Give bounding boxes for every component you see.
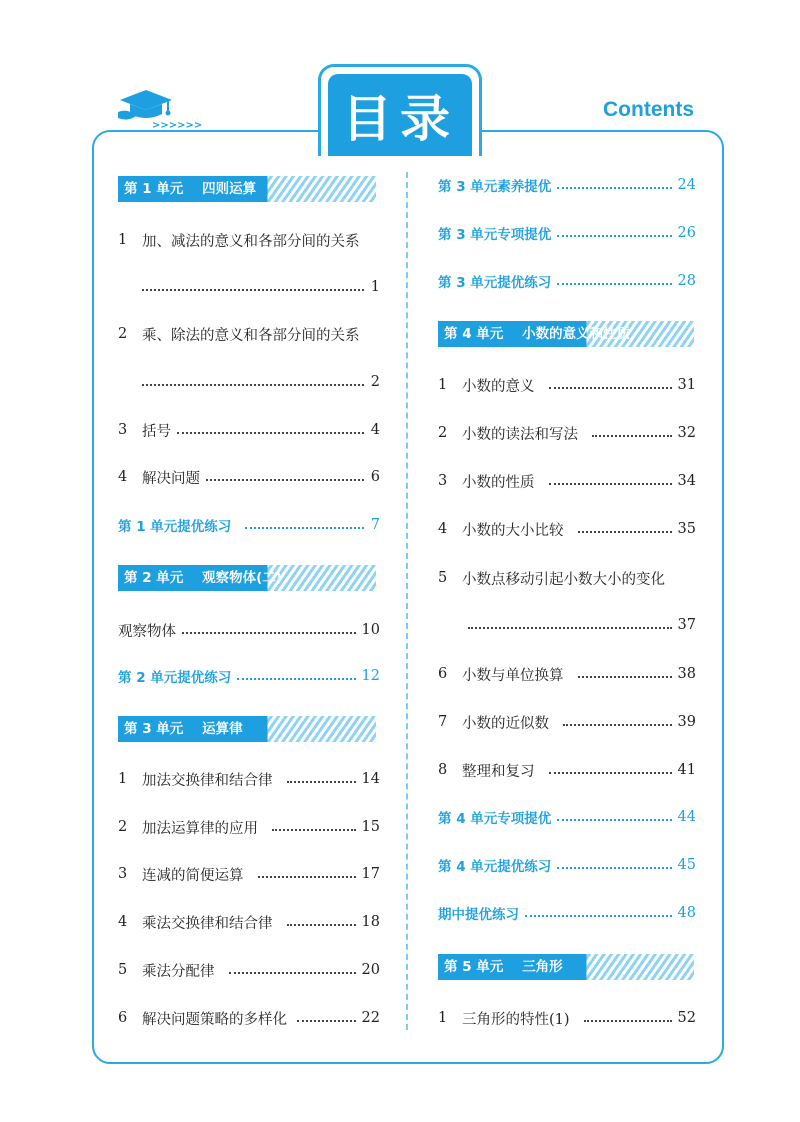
toc-entry-practice[interactable] <box>118 513 380 537</box>
entry-page: 37 <box>677 617 696 633</box>
entry-page: 6 <box>370 469 380 485</box>
toc-entry[interactable] <box>118 862 380 886</box>
unit-header-5[interactable] <box>438 954 694 980</box>
toc-entry[interactable] <box>438 758 696 782</box>
toc-entry[interactable] <box>118 322 380 346</box>
entry-title: 加法运算律的应用 <box>142 820 258 837</box>
entry-title: 第 4 单元专项提优 <box>438 811 552 827</box>
entry-page: 1 <box>370 279 380 295</box>
dot-leader <box>557 235 671 237</box>
dot-leader <box>272 829 356 831</box>
toc-entry[interactable] <box>438 1006 696 1030</box>
page-title: 目录 <box>342 90 458 148</box>
entry-page: 22 <box>361 1010 380 1026</box>
entry-number: 7 <box>438 714 448 730</box>
toc-entry[interactable] <box>118 228 380 252</box>
entry-page: 41 <box>677 762 696 778</box>
entry-page: 18 <box>361 914 380 930</box>
entry-number: 1 <box>118 232 128 248</box>
graduation-cap-icon <box>114 82 203 131</box>
entry-title: 加、减法的意义和各部分间的关系 <box>142 233 360 250</box>
entry-title: 第 4 单元提优练习 <box>438 859 552 875</box>
dot-leader <box>578 531 672 533</box>
entry-page: 4 <box>370 422 380 438</box>
toc-entry[interactable] <box>438 566 696 590</box>
entry-title: 整理和复习 <box>462 763 535 780</box>
entry-number: 4 <box>118 469 128 485</box>
entry-number: 1 <box>438 1010 448 1026</box>
toc-entry-special[interactable] <box>438 805 696 829</box>
unit-header-3[interactable] <box>118 716 376 742</box>
dot-leader <box>142 384 364 386</box>
toc-entry[interactable] <box>438 517 696 541</box>
entry-title: 乘法分配律 <box>142 963 215 980</box>
entry-title: 连减的简便运算 <box>142 867 244 884</box>
entry-page: 34 <box>677 473 696 489</box>
toc-entry-practice[interactable] <box>438 853 696 877</box>
unit-header-1[interactable] <box>118 176 376 202</box>
dot-leader <box>557 187 671 189</box>
entry-page: 24 <box>677 177 696 193</box>
entry-title: 三角形的特性(1) <box>462 1011 570 1028</box>
svg-text:>>>>>>: >>>>>> <box>152 120 203 131</box>
entry-number: 6 <box>118 1010 128 1026</box>
entry-title: 小数的意义 <box>462 378 535 395</box>
toc-entry[interactable] <box>118 958 380 982</box>
dot-leader <box>584 1020 672 1022</box>
entry-number: 2 <box>118 819 128 835</box>
unit-header-label: 第 5 单元 三角形 <box>444 959 563 975</box>
dot-leader <box>468 627 672 629</box>
entry-number: 1 <box>438 377 448 393</box>
toc-entry-midterm[interactable] <box>438 901 696 925</box>
entry-title: 小数的近似数 <box>462 715 549 732</box>
entry-page: 28 <box>677 273 696 289</box>
entry-title: 观察物体 <box>118 623 176 640</box>
entry-number: 8 <box>438 762 448 778</box>
entry-page: 17 <box>361 866 380 882</box>
unit-header-4[interactable] <box>438 321 694 347</box>
dot-leader <box>549 483 672 485</box>
dot-leader <box>557 283 671 285</box>
entry-title: 第 1 单元提优练习 <box>118 519 232 535</box>
entry-title: 乘、除法的意义和各部分间的关系 <box>142 327 360 344</box>
toc-entry[interactable] <box>118 815 380 839</box>
dot-leader <box>557 819 671 821</box>
unit-header-label: 第 3 单元 运算律 <box>124 721 243 737</box>
toc-entry[interactable] <box>438 469 696 493</box>
entry-title: 第 3 单元素养提优 <box>438 179 552 195</box>
toc-entry[interactable] <box>438 662 696 686</box>
dot-leader <box>182 632 356 634</box>
dot-leader <box>287 781 356 783</box>
entry-number: 5 <box>118 962 128 978</box>
unit-header-label: 第 2 单元 观察物体(二) <box>124 570 282 586</box>
entry-page: 2 <box>370 374 380 390</box>
entry-page: 7 <box>370 517 380 533</box>
dot-leader <box>563 724 672 726</box>
dot-leader <box>177 432 364 434</box>
toc-entry[interactable] <box>438 373 696 397</box>
entry-title: 第 3 单元提优练习 <box>438 275 552 291</box>
toc-entry[interactable] <box>118 767 380 791</box>
entry-page: 35 <box>677 521 696 537</box>
toc-entry[interactable] <box>118 418 380 442</box>
entry-page: 14 <box>361 771 380 787</box>
entry-title: 小数与单位换算 <box>462 667 564 684</box>
toc-entry-practice[interactable] <box>438 269 696 293</box>
entry-title: 小数的读法和写法 <box>462 426 578 443</box>
dot-leader <box>142 289 364 291</box>
entry-title: 括号 <box>142 423 171 440</box>
unit-header-2[interactable] <box>118 565 376 591</box>
dot-leader <box>287 924 356 926</box>
entry-page: 44 <box>677 809 696 825</box>
entry-title: 乘法交换律和结合律 <box>142 915 273 932</box>
dot-leader <box>258 876 356 878</box>
entry-number: 6 <box>438 666 448 682</box>
entry-page: 52 <box>677 1010 696 1026</box>
toc-entry-quality[interactable] <box>438 173 696 197</box>
entry-title: 期中提优练习 <box>438 907 519 923</box>
toc-entry[interactable] <box>438 421 696 445</box>
entry-number: 3 <box>118 422 128 438</box>
dot-leader <box>549 387 672 389</box>
entry-number: 3 <box>118 866 128 882</box>
entry-title: 小数的性质 <box>462 474 535 491</box>
entry-number: 5 <box>438 570 448 586</box>
entry-page: 31 <box>677 377 696 393</box>
page-subtitle: Contents <box>603 98 694 121</box>
entry-page: 26 <box>677 225 696 241</box>
dot-leader <box>592 435 672 437</box>
toc-entry-special[interactable] <box>438 221 696 245</box>
toc-entry[interactable] <box>118 1006 380 1030</box>
entry-number: 3 <box>438 473 448 489</box>
dot-leader <box>237 678 355 680</box>
entry-page: 32 <box>677 425 696 441</box>
unit-header-label: 第 4 单元 小数的意义和性质 <box>444 326 631 342</box>
toc-entry[interactable] <box>118 910 380 934</box>
entry-page: 38 <box>677 666 696 682</box>
toc-entry[interactable] <box>118 618 380 642</box>
dot-leader <box>549 772 672 774</box>
entry-title: 第 3 单元专项提优 <box>438 227 552 243</box>
entry-number: 2 <box>438 425 448 441</box>
entry-page: 39 <box>677 714 696 730</box>
entry-title: 小数点移动引起小数大小的变化 <box>462 571 665 588</box>
dot-leader <box>245 527 364 529</box>
entry-page: 45 <box>677 857 696 873</box>
entry-number: 4 <box>438 521 448 537</box>
toc-entry[interactable] <box>118 465 380 489</box>
title-tab <box>318 64 482 156</box>
entry-number: 2 <box>118 326 128 342</box>
unit-header-label: 第 1 单元 四则运算 <box>124 181 257 197</box>
entry-title: 小数的大小比较 <box>462 522 564 539</box>
toc-entry-continuation[interactable] <box>142 275 380 299</box>
entry-title: 解决问题 <box>142 470 200 487</box>
dot-leader <box>578 676 672 678</box>
entry-page: 12 <box>361 668 380 684</box>
entry-page: 10 <box>361 622 380 638</box>
dot-leader <box>525 915 672 917</box>
dot-leader <box>229 972 356 974</box>
toc-entry[interactable] <box>438 710 696 734</box>
toc-entry-continuation[interactable] <box>142 370 380 394</box>
entry-title: 加法交换律和结合律 <box>142 772 273 789</box>
entry-title: 第 2 单元提优练习 <box>118 670 232 686</box>
toc-entry-practice[interactable] <box>118 664 380 688</box>
dot-leader <box>206 479 364 481</box>
entry-page: 15 <box>361 819 380 835</box>
entry-page: 20 <box>361 962 380 978</box>
dot-leader <box>297 1020 356 1022</box>
toc-entry-continuation[interactable] <box>468 613 696 637</box>
dot-leader <box>557 867 671 869</box>
column-divider <box>406 172 408 1030</box>
entry-title: 解决问题策略的多样化 <box>142 1011 287 1028</box>
entry-page: 48 <box>677 905 696 921</box>
entry-number: 4 <box>118 914 128 930</box>
entry-number: 1 <box>118 771 128 787</box>
